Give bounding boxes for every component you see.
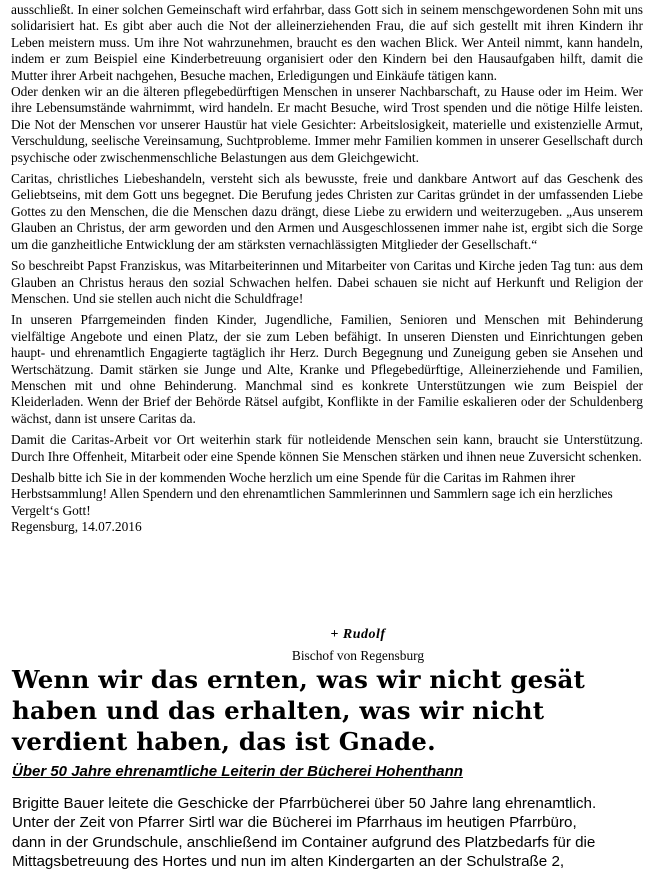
grace-quote bbox=[12, 664, 652, 757]
quote-line: verdient haben, das ist Gnade. bbox=[12, 727, 436, 756]
article-heading: Über 50 Jahre ehrenamtliche Leiterin der Bücherei Hohenthann bbox=[12, 763, 463, 780]
signature-title: Bischof von Regensburg bbox=[291, 648, 425, 663]
letter-paragraph: Deshalb bitte ich Sie in der kommenden Woche herzlich um eine Spende für die Caritas im Rahmen ihrer Herbstsammlung! Allen Spendern und den ehrenamtlichen Sammlerinnen und Sammlern sage ich ein herzliches Vergelt‘s Gott! bbox=[11, 469, 613, 518]
letter-paragraph: ausschließt. In einer solchen Gemeinschaft wird erfahrbar, dass Gott sich in seinem menschgewordenen Sohn mit uns solidarisiert hat. Es gibt aber auch die Not der alleinerziehenden Frau, die auf sich gestellt mit ihren Kindern ihr Leben meistern muss. Um ihre Not wahrzunehmen, braucht es den wachen Blick. Wer Anteil nimmt, kann handeln, indem er zum Beispiel eine Kinderbetreuung organisiert oder den Kindern bei den Hausaufgaben hilft, damit die Mutter ihrer Arbeit nachgehen, Besuche machen, Erledigungen und Einkäufe tätigen kann. bbox=[11, 2, 643, 83]
letter-paragraph: Oder denken wir an die älteren pflegebedürftigen Menschen in unserer Nachbarschaft, zu Hause oder im Heim. Wer ihre Lebensumstände wahrnimmt, wird handeln. Er macht Besuche, wird Trost spenden und die nötige Hilfe leisten. Die Not der Menschen vor unserer Haustür hat viele Gesichter: Arbeitslosigkeit, materielle und existenzielle Armut, Verschuldung, seelische Vereinsamung, Suchtprobleme. Immer mehr Familien kommen in unserer Gesellschaft durch psychische oder zwischenmenschliche Belastungen aus dem Gleichgewicht. bbox=[11, 84, 643, 165]
signature-name: + Rudolf bbox=[330, 627, 386, 642]
article-line: Brigitte Bauer leitete die Geschicke der Pfarrbücherei über 50 Jahre lang ehrenamtlich. bbox=[12, 795, 597, 812]
letter-paragraph: Caritas, christliches Liebeshandeln, versteht sich als bewusste, freie und dankbare Antwort auf das Geschenk des Geliebtseins, mit dem Gott uns begegnet. Die Berufung jedes Christen zur Caritas gründet in der umfassenden Liebe Gottes zu den Menschen, die die Menschen dazu drängt, diese Liebe zu erwidern und weiterzugeben. „Aus unserem Glauben an Christus, der arm geworden und den Armen und Ausgeschlossenen immer nahe ist, ergibt sich die Sorge um die ganzheitliche Entwicklung der am stärksten vernachlässigten Mitglieder der Gesellschaft.“ bbox=[11, 171, 643, 252]
article-line: Mittagsbetreuung des Hortes und nun im alten Kindergarten an der Schulstraße 2, bbox=[12, 852, 565, 870]
article-line: Unter der Zeit von Pfarrer Sirtl war die Bücherei im Pfarrhaus im heutigen Pfarrbüro, bbox=[12, 814, 577, 832]
article-line: dann in der Grundschule, anschließend im Container aufgrund des Platzbedarfs für die bbox=[12, 833, 596, 851]
letter-paragraph: So beschreibt Papst Franziskus, was Mitarbeiterinnen und Mitarbeiter von Caritas und Kirche jeden Tag tun: aus dem Glauben an Christus heraus den sozial Schwachen helfen. Dabei schauen sie nicht auf Herkunft und Religion der Menschen. Und sie stellen auch nicht die Schuldfrage! bbox=[11, 258, 643, 306]
quote-line: Wenn wir das ernten, was wir nicht gesät bbox=[12, 665, 586, 694]
letter-paragraph: Damit die Caritas-Arbeit vor Ort weiterhin stark für notleidende Menschen sein kann, braucht sie Unterstützung. Durch Ihre Offenheit, Mitarbeit oder eine Spende können Sie Menschen stärken und ihnen neue Zuversicht schenken. bbox=[11, 432, 643, 464]
pastoral-letter-body bbox=[11, 2, 643, 536]
letter-place-date: Regensburg, 14.07.2016 bbox=[11, 519, 142, 535]
quote-line: haben und das erhalten, was wir nicht bbox=[12, 696, 545, 725]
letter-paragraph: In unseren Pfarrgemeinden finden Kinder, Jugendliche, Familien, Senioren und Menschen mit Behinderung vielfältige Angebote und einen Platz, der sie zum Leben befähigt. In unseren Diensten und Einrichtungen geben haupt- und ehrenamtlich Engagierte tagtäglich ihr Herz. Durch Begegnung und Zuneigung geben sie Ansehen und Wertschätzung. Damit stärken sie Junge und Alte, Kranke und Pflegebedürftige, Alleinerziehende und Familien, Menschen mit und ohne Behinderung. Manchmal sind es konkrete Unterstützungen wie zum Beispiel der Kleiderladen. Wenn der Brief der Behörde Rätsel aufgibt, Konflikte in der Familie eskalieren oder der Schuldenberg wächst, dann ist unsere Caritas da. bbox=[11, 312, 643, 426]
article-body bbox=[12, 794, 652, 871]
